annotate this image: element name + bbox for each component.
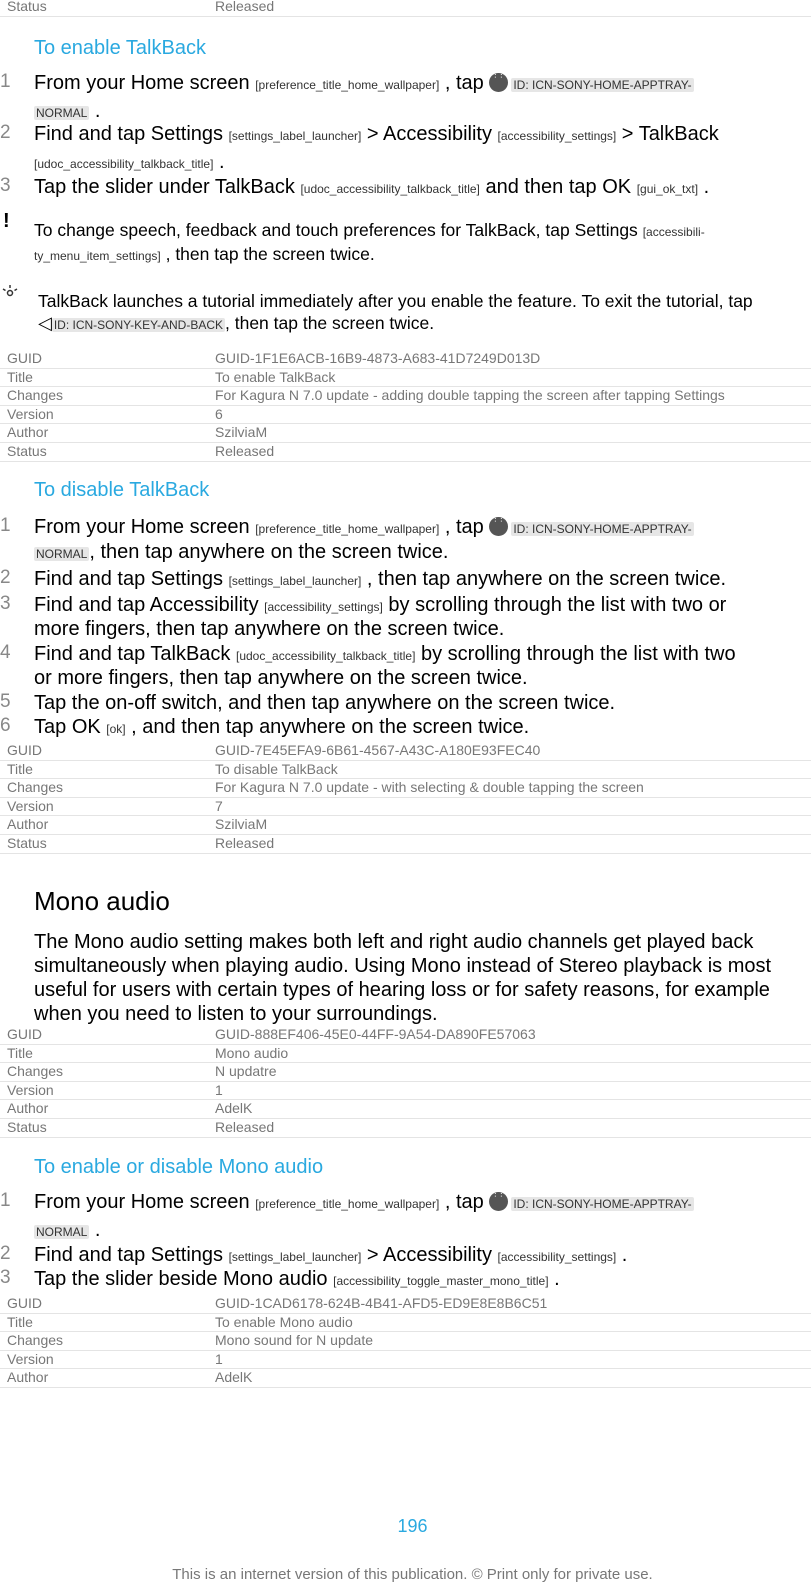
home-screen-link[interactable]: Home screen	[130, 72, 250, 94]
step-3	[34, 1267, 560, 1293]
meta-table-disable-talkback	[0, 742, 811, 854]
step-number: 2	[0, 122, 11, 143]
step-text: .	[698, 176, 710, 198]
note-settings	[34, 219, 774, 267]
meta-key: GUID	[7, 742, 42, 758]
talkback-link[interactable]: TalkBack	[638, 123, 719, 145]
meta-key: GUID	[7, 350, 42, 366]
step-3-cont: more fingers, then tap anywhere on the screen twice.	[34, 618, 505, 640]
step-text: Tap the slider beside	[34, 1268, 224, 1290]
meta-value: AdelK	[215, 1369, 253, 1386]
step-text: Tap the slider under	[34, 176, 215, 198]
step-text: , tap	[439, 72, 490, 94]
paragraph-line: simultaneously when playing audio. Using Mono instead of Stereo playback is most	[34, 955, 772, 977]
meta-key: Title	[7, 760, 33, 777]
meta-key: Version	[7, 797, 54, 814]
meta-key: Title	[7, 1313, 33, 1330]
meta-value: GUID-7E45EFA9-6B61-4567-A43C-A180E93FEC40	[215, 742, 541, 758]
step-number: 1	[0, 71, 11, 92]
step-text: Find and tap	[34, 123, 151, 145]
string-id: [preference_title_home_wallpaper]	[255, 522, 440, 536]
step-text: , tap	[439, 1191, 490, 1213]
settings-link[interactable]: Settings	[150, 1244, 224, 1266]
section-title-mono-audio: Mono audio	[34, 886, 170, 916]
apptray-icon	[489, 73, 508, 92]
meta-key: Title	[7, 1044, 33, 1061]
meta-row	[0, 742, 811, 761]
step-text: Find and tap	[34, 643, 151, 665]
meta-row	[0, 1119, 811, 1138]
icon-id-label: ID: ICN-SONY-HOME-APPTRAY-	[513, 78, 692, 92]
step-1	[34, 71, 694, 97]
meta-row	[0, 1063, 811, 1082]
step-text: .	[616, 1244, 628, 1266]
meta-value: For Kagura N 7.0 update - adding double tapping the screen after tapping Settings	[215, 387, 725, 404]
step-number: 3	[0, 593, 11, 614]
meta-row	[0, 798, 811, 817]
step-number: 1	[0, 1190, 11, 1211]
meta-row	[0, 369, 811, 388]
icon-id-label: ID: ICN-SONY-HOME-APPTRAY-	[513, 522, 692, 536]
section-heading-mono-toggle: To enable or disable Mono audio	[34, 1156, 324, 1178]
meta-value: GUID-1CAD6178-624B-4B41-AFD5-ED9E8E8B6C51	[215, 1295, 548, 1311]
accessibility-link[interactable]: Accessibility	[383, 123, 492, 145]
step-number: 4	[0, 642, 11, 663]
meta-value: For Kagura N 7.0 update - with selecting & double tapping the screen	[215, 779, 644, 796]
meta-row	[0, 1351, 811, 1370]
footer-notice: This is an internet version of this publication. © Print only for private use.	[172, 1566, 653, 1583]
meta-key: Status	[7, 1118, 47, 1135]
step-number: 1	[0, 515, 11, 536]
icon-id-label: ID: ICN-SONY-HOME-APPTRAY-	[513, 1197, 692, 1211]
string-id: [ok]	[106, 722, 126, 736]
meta-row	[0, 779, 811, 798]
meta-value: Released	[215, 0, 275, 14]
meta-row	[0, 1295, 811, 1314]
tip-tutorial	[38, 290, 810, 336]
string-id: [udoc_accessibility_talkback_title]	[300, 182, 480, 196]
step-text: >	[361, 123, 384, 145]
step-text: and then tap	[479, 176, 603, 198]
step-2	[34, 122, 719, 148]
meta-value: Released	[215, 834, 275, 851]
accessibility-link[interactable]: Accessibility	[149, 594, 259, 616]
meta-row	[0, 1082, 811, 1101]
paragraph-line: useful for users with certain types of hearing loss or for safety reasons, for example	[34, 979, 770, 1001]
settings-link[interactable]: Settings	[574, 220, 638, 240]
meta-key: Changes	[7, 779, 64, 796]
meta-value: GUID-1F1E6ACB-16B9-4873-A683-41D7249D013D	[215, 350, 541, 366]
string-id: [accessibility_settings]	[264, 600, 383, 614]
mono-audio-description	[34, 930, 810, 1026]
step-2	[34, 1243, 627, 1269]
step-4	[34, 642, 736, 668]
step-text: .	[548, 1268, 560, 1290]
meta-table-mono-audio	[0, 1026, 811, 1138]
lightbulb-icon	[2, 284, 18, 300]
step-text: by scrolling through the list with two or	[382, 594, 727, 616]
note-text: , then tap the screen twice.	[160, 244, 375, 264]
step-number: 2	[0, 567, 11, 588]
step-text: From your	[34, 516, 131, 538]
meta-value: N updatre	[215, 1063, 277, 1080]
step-number: 6	[0, 715, 11, 736]
string-id: [accessibility_settings]	[497, 129, 617, 143]
meta-key: Title	[7, 368, 33, 385]
meta-key: Author	[7, 1369, 49, 1386]
meta-row	[0, 0, 811, 17]
string-id: [preference_title_home_wallpaper]	[255, 78, 440, 92]
meta-row	[0, 387, 811, 406]
step-text: , tap	[439, 516, 490, 538]
step-5: Tap the on-off switch, and then tap anywhere on the screen twice.	[34, 692, 616, 714]
string-id: [accessibility_toggle_master_mono_title]	[333, 1274, 549, 1288]
section-heading-enable-talkback: To enable TalkBack	[34, 37, 206, 59]
home-screen-link[interactable]: Home screen	[130, 516, 250, 538]
accessibility-link[interactable]: Accessibility	[383, 1244, 492, 1266]
string-id: [accessibili-	[642, 225, 705, 239]
step-text: by scrolling through the list with two	[415, 643, 736, 665]
meta-key: Version	[7, 405, 54, 422]
step-3	[34, 175, 709, 201]
meta-value: To enable TalkBack	[215, 368, 336, 385]
meta-value: SzilviaM	[215, 816, 268, 833]
icon-id-label: ID: ICN-SONY-KEY-AND-BACK	[53, 318, 223, 332]
step-text: , and then tap anywhere on the screen twice.	[125, 716, 530, 738]
talkback-link[interactable]: TalkBack	[150, 643, 231, 665]
top-meta-table	[0, 0, 811, 17]
meta-row	[0, 816, 811, 835]
step-number: 3	[0, 175, 11, 196]
meta-value: Mono sound for N update	[215, 1332, 373, 1349]
step-text: .	[89, 1219, 101, 1241]
note-text: To change speech, feedback and touch preferences for TalkBack, tap	[34, 220, 575, 240]
paragraph-line: The Mono audio setting makes both left and right audio channels get played back	[34, 931, 754, 953]
step-text: From your	[34, 72, 131, 94]
meta-row	[0, 406, 811, 425]
meta-value: Mono audio	[215, 1044, 289, 1061]
meta-key: GUID	[7, 1295, 42, 1311]
mono-audio-link[interactable]: Mono audio	[223, 1268, 328, 1290]
meta-row	[0, 1100, 811, 1119]
icon-id-label: NORMAL	[36, 106, 88, 120]
tip-text: , then tap the screen twice.	[225, 313, 435, 333]
meta-key: Changes	[7, 1332, 64, 1349]
step-1-cont	[34, 1218, 100, 1244]
meta-row	[0, 835, 811, 854]
meta-value: 1	[215, 1350, 223, 1367]
step-text: , then tap anywhere on the screen twice.	[89, 541, 449, 563]
talkback-link[interactable]: TalkBack	[214, 176, 295, 198]
step-3	[34, 593, 726, 619]
meta-row	[0, 1045, 811, 1064]
meta-value: To disable TalkBack	[215, 760, 338, 777]
meta-value: Released	[215, 442, 275, 459]
meta-value: Released	[215, 1118, 275, 1135]
string-id: [settings_label_launcher]	[228, 574, 362, 588]
step-text: .	[213, 151, 225, 173]
step-number: 3	[0, 1267, 11, 1288]
meta-key: Status	[7, 0, 47, 14]
string-id: [gui_ok_txt]	[636, 182, 699, 196]
meta-row	[0, 1369, 811, 1388]
ok-link[interactable]: OK	[71, 716, 101, 738]
string-id: [udoc_accessibility_talkback_title]	[34, 157, 214, 171]
meta-value: 1	[215, 1081, 223, 1098]
back-icon: ◁	[38, 313, 52, 333]
step-1	[34, 515, 694, 541]
meta-key: Status	[7, 834, 47, 851]
string-id: [settings_label_launcher]	[228, 129, 362, 143]
icon-id-label: NORMAL	[36, 547, 88, 561]
ok-link[interactable]: OK	[602, 176, 632, 198]
meta-key: Author	[7, 1100, 49, 1117]
meta-table-enable-talkback	[0, 350, 811, 462]
meta-key: Changes	[7, 1063, 64, 1080]
step-text: >	[361, 1244, 384, 1266]
meta-value: To enable Mono audio	[215, 1313, 353, 1330]
settings-link[interactable]: Settings	[150, 568, 224, 590]
string-id: [settings_label_launcher]	[228, 1250, 362, 1264]
section-heading-disable-talkback: To disable TalkBack	[34, 479, 210, 501]
icon-id-label: NORMAL	[36, 1225, 88, 1239]
meta-key: Status	[7, 442, 47, 459]
apptray-icon	[489, 517, 508, 536]
step-number: 2	[0, 1243, 11, 1264]
step-text: >	[616, 123, 639, 145]
meta-value: 6	[215, 405, 223, 422]
meta-table-mono-toggle	[0, 1295, 811, 1388]
tip-text: TalkBack launches a tutorial immediately after you enable the feature. To exit the tutorial, tap	[38, 291, 753, 311]
step-4-cont: or more fingers, then tap anywhere on the screen twice.	[34, 667, 528, 689]
meta-value: 7	[215, 797, 223, 814]
meta-key: Version	[7, 1350, 54, 1367]
meta-value: SzilviaM	[215, 424, 268, 441]
step-text: .	[89, 100, 101, 122]
step-1-cont	[34, 540, 448, 566]
step-text: Tap	[34, 716, 72, 738]
string-id: [preference_title_home_wallpaper]	[255, 1197, 440, 1211]
home-screen-link[interactable]: Home screen	[130, 1191, 250, 1213]
step-text: Find and tap	[34, 568, 151, 590]
meta-row	[0, 1026, 811, 1045]
apptray-icon	[489, 1192, 508, 1211]
meta-key: Author	[7, 816, 49, 833]
string-id: [udoc_accessibility_talkback_title]	[235, 649, 416, 663]
meta-key: Author	[7, 424, 49, 441]
meta-key: GUID	[7, 1026, 42, 1042]
step-2-cont	[34, 150, 225, 176]
step-1	[34, 1190, 694, 1216]
step-6	[34, 715, 529, 741]
meta-value: AdelK	[215, 1100, 253, 1117]
meta-key: Version	[7, 1081, 54, 1098]
exclamation-icon: !	[3, 210, 10, 232]
step-number: 5	[0, 691, 11, 712]
settings-link[interactable]: Settings	[150, 123, 224, 145]
step-text: Find and tap	[34, 594, 150, 616]
meta-row	[0, 1314, 811, 1333]
step-text: , then tap anywhere on the screen twice.	[361, 568, 727, 590]
meta-value: GUID-888EF406-45E0-44FF-9A54-DA890FE57063	[215, 1026, 536, 1042]
meta-row	[0, 1332, 811, 1351]
page-number: 196	[397, 1516, 428, 1536]
meta-row	[0, 424, 811, 443]
string-id: ty_menu_item_settings]	[34, 249, 161, 263]
string-id: [accessibility_settings]	[497, 1250, 617, 1264]
meta-row	[0, 350, 811, 369]
step-text: Find and tap	[34, 1244, 151, 1266]
step-text: From your	[34, 1191, 131, 1213]
meta-key: Changes	[7, 387, 64, 404]
meta-row	[0, 761, 811, 780]
meta-row	[0, 443, 811, 462]
paragraph-line: when you need to listen to your surroundings.	[34, 1003, 438, 1025]
step-2	[34, 567, 726, 593]
